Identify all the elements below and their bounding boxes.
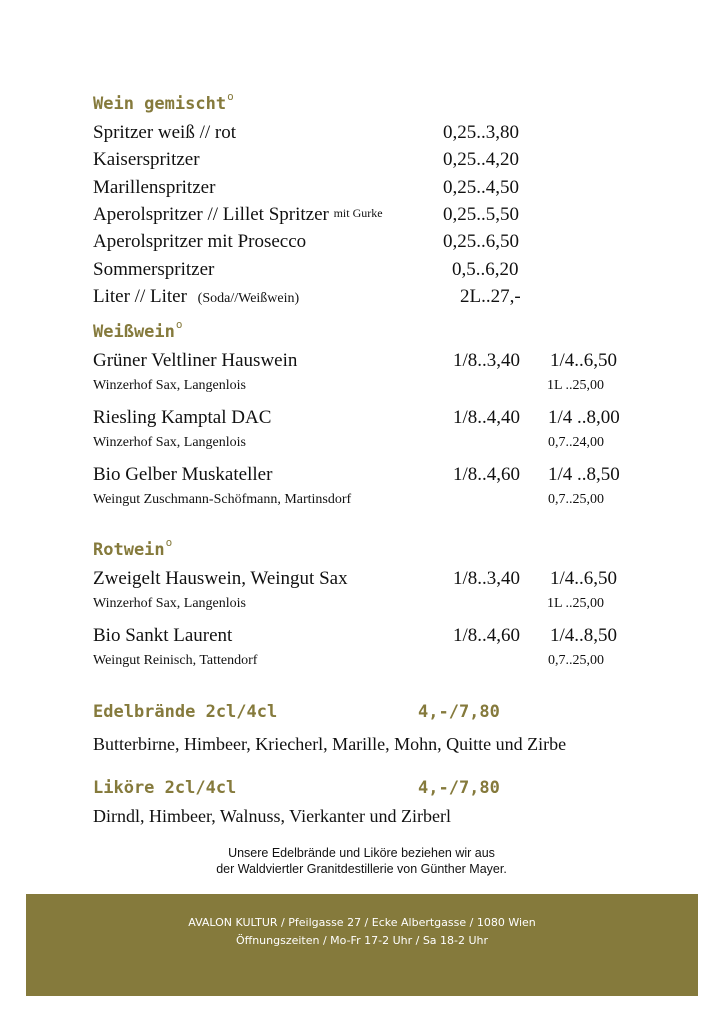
section-price-likoere: 4,-/7,80 <box>418 778 500 798</box>
wine-name: Zweigelt Hauswein, Weingut Sax <box>93 568 348 589</box>
section-title-rotwein: Rotwein$^o$ <box>93 536 173 560</box>
price-glass-small: 1/8..4,60 <box>453 464 521 485</box>
price-glass-small: 1/8..4,40 <box>453 407 521 428</box>
menu-item-name: Kaiserspritzer <box>93 149 200 170</box>
menu-item-price: 2L..27,- <box>460 286 521 307</box>
menu-item-name: Aperolspritzer // Lillet Spritzer mit Gurke <box>93 204 383 225</box>
price-glass-small: 1/8..4,60 <box>453 625 521 646</box>
menu-item-name: Marillenspritzer <box>93 177 216 198</box>
menu-item-price: 0,25..5,50 <box>443 204 519 225</box>
wine-producer: Weingut Reinisch, Tattendorf <box>93 653 258 668</box>
wine-name: Grüner Veltliner Hauswein <box>93 350 298 371</box>
menu-item-note: (Soda//Weißwein) <box>197 291 300 306</box>
price-bottle: 0,7..25,00 <box>548 653 604 668</box>
menu-item-price: 0,25..6,50 <box>443 231 519 252</box>
menu-item-name: Sommerspritzer <box>93 259 215 280</box>
price-glass-small: 1/8..3,40 <box>453 350 521 371</box>
wine-name: Bio Gelber Muskateller <box>93 464 273 485</box>
menu-item-price: 0,25..3,80 <box>443 122 519 143</box>
section-title-wein-gemischt: Wein gemischt$^o$ <box>93 90 234 114</box>
price-glass-large: 1/4 ..8,50 <box>548 464 620 485</box>
price-bottle: 0,7..25,00 <box>548 492 604 507</box>
wine-producer: Winzerhof Sax, Langenlois <box>93 435 247 450</box>
wine-producer: Winzerhof Sax, Langenlois <box>93 596 247 611</box>
section-price-edelbraende: 4,-/7,80 <box>418 702 500 722</box>
footer-bar <box>26 894 698 996</box>
price-glass-large: 1/4..6,50 <box>550 568 618 589</box>
wine-name: Bio Sankt Laurent <box>93 625 233 646</box>
degree-mark: o <box>165 536 173 549</box>
wine-name: Riesling Kamptal DAC <box>93 407 272 428</box>
section-title-weisswein: Weißwein$^o$ <box>93 318 183 342</box>
menu-item-name: Liter // Liter (Soda//Weißwein) <box>93 286 300 307</box>
menu-item-name: Spritzer weiß // rot <box>93 122 236 143</box>
edelbraende-list: Butterbirne, Himbeer, Kriecherl, Marille, Mohn, Quitte und Zirbe <box>93 734 567 754</box>
degree-mark: o <box>227 90 234 103</box>
price-glass-large: 1/4 ..8,00 <box>548 407 620 428</box>
wine-producer: Weingut Zuschmann-Schöfmann, Martinsdorf <box>93 492 352 507</box>
degree-mark: o <box>175 318 183 331</box>
price-glass-large: 1/4..6,50 <box>550 350 618 371</box>
menu-item-price: 0,5..6,20 <box>452 259 519 280</box>
menu-item-price: 0,25..4,20 <box>443 149 519 170</box>
price-bottle: 1L ..25,00 <box>547 378 605 393</box>
likoere-list: Dirndl, Himbeer, Walnuss, Vierkanter und Zirberl <box>93 806 451 826</box>
price-bottle: 1L ..25,00 <box>547 596 605 611</box>
wine-producer: Winzerhof Sax, Langenlois <box>93 378 247 393</box>
section-title-likoere: Liköre 2cl/4cl <box>93 778 237 798</box>
supplier-note-line-1: Unsere Edelbrände und Liköre beziehen wir aus <box>228 846 495 860</box>
supplier-note-line-2: der Waldviertler Granitdestillerie von Günther Mayer. <box>216 862 507 876</box>
menu-item-price: 0,25..4,50 <box>443 177 519 198</box>
price-bottle: 0,7..24,00 <box>548 435 604 450</box>
footer-address: AVALON KULTUR / Pfeilgasse 27 / Ecke Albertgasse / 1080 Wien <box>188 916 536 929</box>
footer-opening-hours: Öffnungszeiten / Mo-Fr 17-2 Uhr / Sa 18-2 Uhr <box>235 934 489 947</box>
section-title-edelbraende: Edelbrände 2cl/4cl <box>93 702 278 722</box>
price-glass-large: 1/4..8,50 <box>550 625 618 646</box>
menu-item-note: mit Gurke <box>333 206 383 220</box>
price-glass-small: 1/8..3,40 <box>453 568 521 589</box>
menu-item-name: Aperolspritzer mit Prosecco <box>93 231 307 252</box>
